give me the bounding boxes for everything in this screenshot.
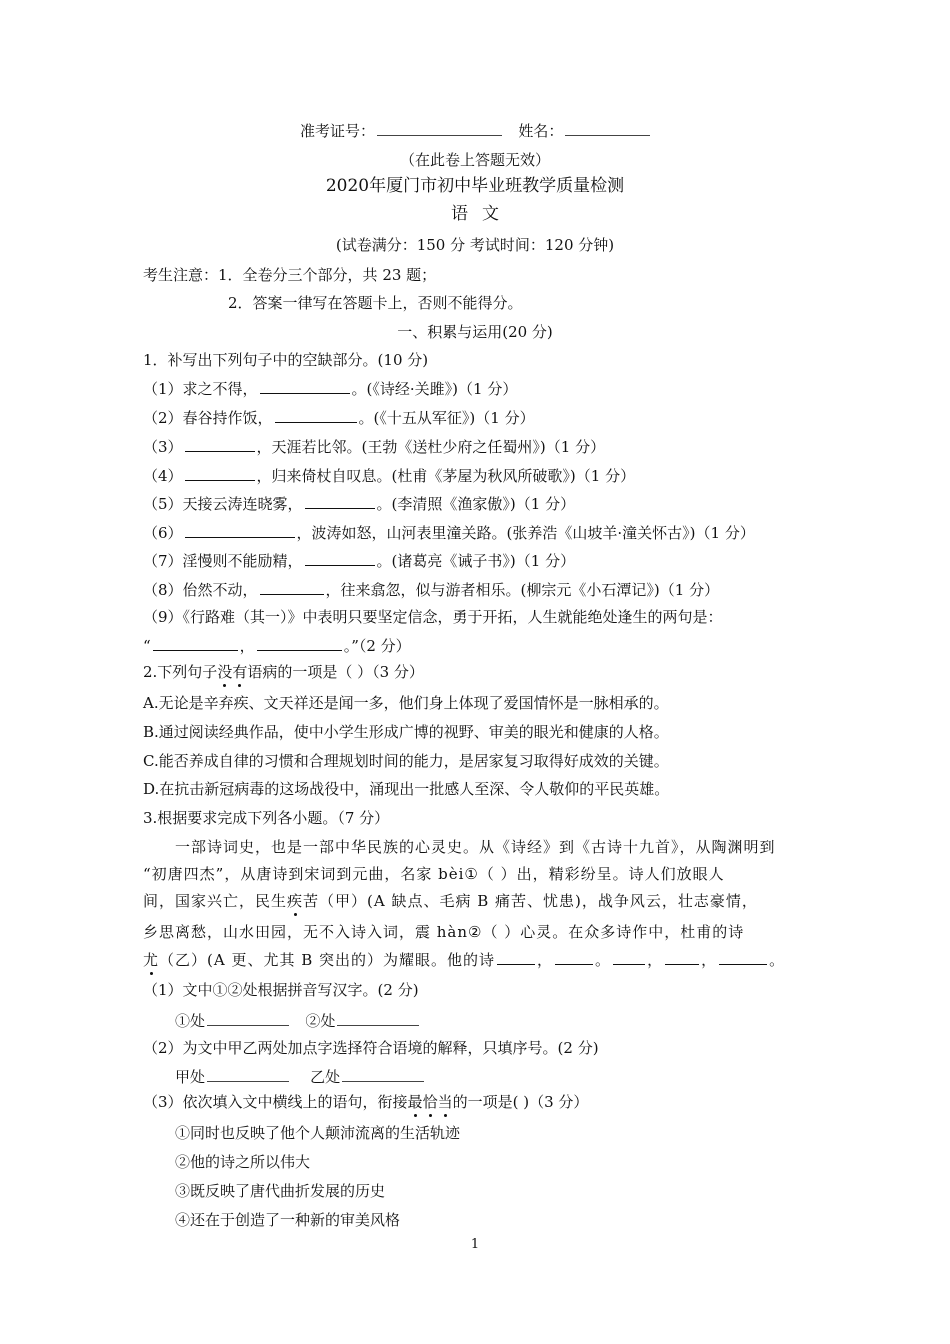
q3-sub-3-post: 的一项是( )（3 分）: [452, 1093, 589, 1111]
subject-title: 语文: [451, 204, 513, 224]
q3-sub-2-blank-b: [342, 1066, 424, 1082]
q3-sub-2-label-a: 甲处: [175, 1068, 206, 1086]
q1-item-9-comma: ，: [239, 637, 255, 655]
q1-item-8: [143, 579, 719, 600]
q1-item-8-pre: （8）佁然不动，: [143, 581, 258, 599]
q3-line-blank-3: [613, 949, 645, 965]
q1-item-7-pre: （7）淫慢则不能励精，: [143, 552, 303, 570]
q1-item-8-post: ，往来翕忽，似与游者相乐。(柳宗元《小石潭记》)（1 分）: [325, 581, 720, 599]
q1-item-9-blank-2: [257, 635, 342, 651]
q1-item-9-close: 。”（2 分）: [343, 637, 411, 655]
q1-item-2-pre: （2）春谷持作饭，: [143, 409, 273, 427]
q2-stem-dotted-2: 有: [232, 663, 248, 681]
q1-item-5-post: 。(李清照《渔家傲》)（1 分）: [376, 495, 576, 513]
q2-option-d: D.在抗击新冠病毒的这场战役中，涌现出一批感人至深、令人敬仰的平民英雄。: [143, 780, 670, 798]
q3-line-blank-4: [665, 949, 699, 965]
q3-line-punct-1: ，: [537, 951, 554, 969]
q3-sub-3-dotted-2: 恰: [422, 1093, 438, 1111]
q3-passage-line-1: 一部诗词史，也是一部中华民族的心灵史。从《诗经》到《古诗十九首》，从陶渊明到: [175, 838, 776, 856]
exam-info: (试卷满分：150 分 考试时间：120 分钟): [335, 236, 615, 254]
q3-line-punct-4: ，: [701, 951, 718, 969]
q1-item-1-blank: [260, 378, 350, 394]
candidate-note-2: 2．答案一律写在答题卡上，否则不能得分。: [228, 294, 523, 312]
q3-dotted-char-yi: 尤: [143, 951, 160, 969]
q1-item-9-open: “: [143, 637, 151, 655]
q3-passage-line-4: 乡思离愁，山水田园，无不入诗入词，震 hàn②（ ）心灵。在众多诗作中，杜甫的诗: [143, 923, 745, 941]
q3-sub-2-blank-a: [207, 1066, 289, 1082]
candidate-note-1: 考生注意：1．全卷分三个部分，共 23 题；: [143, 266, 437, 284]
q2-stem-post: 语病的一项是（ ）（3 分）: [247, 663, 424, 681]
q3-line-punct-3: ，: [647, 951, 664, 969]
name-blank: [565, 120, 650, 136]
q1-item-3: [143, 436, 605, 457]
q3-line-blank-5: [719, 949, 767, 965]
q1-item-6: [143, 522, 755, 543]
q3-sub-1-blank-a: [207, 1010, 289, 1026]
q1-item-9-line2: [143, 635, 411, 656]
q1-item-4: [143, 465, 635, 486]
q1-item-5: [143, 493, 575, 514]
q1-item-9-blank-1: [153, 635, 238, 651]
q1-item-2: [143, 407, 535, 428]
q2-stem: [143, 662, 424, 682]
q3-choice-3: ③既反映了唐代曲折发展的历史: [175, 1182, 386, 1200]
q3-passage-line-5-mid: （乙）(A 更、尤其 B 突出的）为耀眼。他的诗: [159, 951, 496, 969]
q1-item-4-post: ，归来倚杖自叹息。(杜甫《茅屋为秋风所破歌》)（1 分）: [256, 467, 636, 485]
q3-line-punct-5: 。: [769, 951, 786, 969]
q3-line-blank-2: [555, 949, 593, 965]
q1-item-7: [143, 550, 575, 571]
q3-sub-2-label-b: 乙处: [310, 1068, 341, 1086]
q1-stem: 1．补写出下列句子中的空缺部分。(10 分): [143, 351, 429, 369]
q3-passage-line-5: [143, 949, 785, 970]
q3-sub-3: [143, 1092, 588, 1112]
q3-passage-line-3: [143, 891, 758, 911]
name-label: 姓名：: [518, 122, 564, 140]
q3-passage-line-2: “初唐四杰”，从唐诗到宋词到元曲，名家 bèi①（ ）出，精彩纷呈。诗人们放眼人: [143, 865, 725, 883]
q1-item-6-blank: [185, 522, 295, 538]
answer-notice: （在此卷上答题无效）: [399, 151, 550, 169]
exam-title: 2020年厦门市初中毕业班教学质量检测: [325, 176, 625, 196]
q1-item-6-post: ，波涛如怒，山河表里潼关路。(张养浩《山坡羊·潼关怀古》)（1 分）: [296, 524, 755, 542]
q3-sub-1-label-a: ①处: [175, 1012, 206, 1030]
q2-option-a: A.无论是辛弃疾、文天祥还是闻一多，他们身上体现了爱国情怀是一脉相承的。: [143, 694, 669, 712]
q1-item-7-post: 。(诸葛亮《诫子书》)（1 分）: [376, 552, 576, 570]
ticket-name-line: [300, 120, 652, 141]
q1-item-1: [143, 378, 517, 399]
q2-stem-dotted-1: 没: [217, 663, 233, 681]
q1-item-4-blank: [185, 465, 255, 481]
q1-item-2-post: 。(《十五从军征》)（1 分）: [358, 409, 535, 427]
q1-item-5-pre: （5）天接云涛连晓雾，: [143, 495, 303, 513]
q3-sub-2: （2）为文中甲乙两处加点字选择符合语境的解释，只填序号。(2 分): [143, 1039, 599, 1057]
q1-item-7-blank: [305, 550, 375, 566]
q3-line-punct-2: 。: [595, 951, 612, 969]
q3-sub-1-blank-b: [337, 1010, 419, 1026]
q3-passage-line-3-post: 苦（甲）(A 缺点、毛病 B 痛苦、忧患)，战争风云，壮志豪情，: [303, 892, 758, 910]
section-heading: 一、积累与运用(20 分): [397, 323, 553, 341]
q3-sub-3-dotted-3: 当: [437, 1093, 453, 1111]
ticket-blank: [377, 120, 502, 136]
q1-item-4-pre: （4）: [143, 467, 183, 485]
q3-sub-2-answers: [175, 1066, 426, 1087]
q3-choice-4: ④还在于创造了一种新的审美风格: [175, 1211, 401, 1229]
q3-choice-1: ①同时也反映了他个人颠沛流离的生活轨迹: [175, 1124, 461, 1142]
q1-item-1-post: 。(《诗经·关雎》)（1 分）: [351, 380, 518, 398]
q3-stem: 3.根据要求完成下列各小题。（7 分）: [143, 809, 390, 827]
q3-passage-line-3-pre: 间，国家兴亡，民生: [143, 892, 288, 910]
q3-sub-1: （1）文中①②处根据拼音写汉字。(2 分): [143, 981, 419, 999]
ticket-label: 准考证号：: [300, 122, 376, 140]
page-number: 1: [470, 1237, 480, 1252]
q3-dotted-char-jia: 疾: [287, 892, 304, 910]
q3-line-blank-1: [497, 949, 535, 965]
q2-stem-pre: 2.下列句子: [143, 663, 218, 681]
q3-choice-2: ②他的诗之所以伟大: [175, 1153, 311, 1171]
q1-item-3-blank: [185, 436, 255, 452]
q3-sub-3-dotted-1: 最: [407, 1093, 423, 1111]
q3-sub-1-label-b: ②处: [305, 1012, 336, 1030]
q1-item-5-blank: [305, 493, 375, 509]
q1-item-8-blank: [260, 579, 324, 595]
q1-item-3-post: ，天涯若比邻。(王勃《送杜少府之任蜀州》)（1 分）: [256, 438, 606, 456]
q1-item-2-blank: [275, 407, 357, 423]
q1-item-9-line1: （9）《行路难（其一）》中表明只要坚定信念，勇于开拓，人生就能绝处逢生的两句是：: [143, 608, 723, 626]
q1-item-3-pre: （3）: [143, 438, 183, 456]
q3-sub-3-pre: （3）依次填入文中横线上的语句，衔接: [143, 1093, 408, 1111]
q1-item-1-pre: （1）求之不得，: [143, 380, 258, 398]
q2-option-c: C.能否养成自律的习惯和合理规划时间的能力，是居家复习取得好成效的关键。: [143, 752, 669, 770]
q3-sub-1-answers: [175, 1010, 421, 1031]
q2-option-b: B.通过阅读经典作品，使中小学生形成广博的视野、审美的眼光和健康的人格。: [143, 723, 669, 741]
q1-item-6-pre: （6）: [143, 524, 183, 542]
